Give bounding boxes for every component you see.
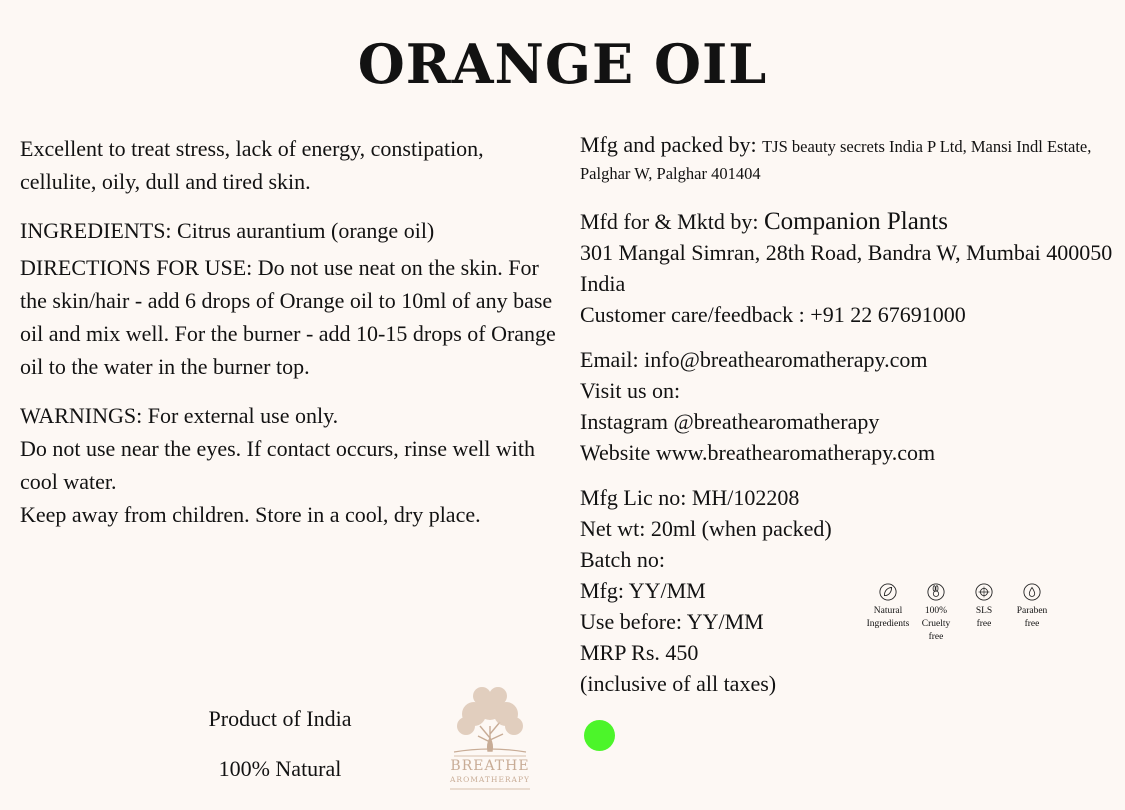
batch-number: Batch no:	[580, 547, 665, 572]
directions: DIRECTIONS FOR USE: Do not use neat on the skin. For the skin/hair - add 6 drops of Orange oil to 10ml of any base oil and mix well. For the burner - add 10-15 drops of Orange oil to the water in the burner top.	[20, 255, 556, 379]
visit-label: Visit us on:	[580, 378, 681, 403]
drop-icon	[1023, 583, 1041, 601]
description: Excellent to treat stress, lack of energy, constipation, cellulite, oily, dull and tired skin.	[20, 136, 484, 194]
manufacturer-info	[580, 132, 1120, 186]
warnings-line-3: Keep away from children. Store in a cool, dry place.	[20, 502, 481, 527]
logo-brand: BREATHE	[450, 758, 530, 774]
badge-natural: Natural Ingredients	[864, 583, 912, 644]
rabbit-icon	[927, 583, 945, 601]
sls-icon	[975, 583, 993, 601]
badge-paraben-free: Paraben free	[1008, 583, 1056, 644]
customer-care: Customer care/feedback : +91 22 67691000	[580, 302, 966, 327]
license-number: Mfg Lic no: MH/102208	[580, 485, 800, 510]
natural-claim: 100% Natural	[218, 756, 342, 781]
net-weight: Net wt: 20ml (when packed)	[580, 516, 832, 541]
website: Website www.breathearomatherapy.com	[580, 440, 936, 465]
badge-row	[864, 583, 1064, 644]
product-origin: Product of India	[208, 706, 352, 731]
address: 301 Mangal Simran, 28th Road, Bandra W, Mumbai 400050 India	[580, 240, 1113, 296]
ingredients: INGREDIENTS: Citrus aurantium (orange oil)	[20, 218, 435, 243]
mfg-date: Mfg: YY/MM	[580, 578, 706, 603]
taxes-note: (inclusive of all taxes)	[580, 671, 777, 696]
instagram: Instagram @breathearomatherapy	[580, 409, 880, 434]
left-column	[20, 132, 565, 531]
marketer-info	[580, 206, 1120, 237]
use-before: Use before: YY/MM	[580, 609, 764, 634]
warnings-line-1: WARNINGS: For external use only.	[20, 403, 339, 428]
badge-sls-free: SLS free	[960, 583, 1008, 644]
warnings-line-2: Do not use near the eyes. If contact occurs, rinse well with cool water.	[20, 436, 535, 494]
mfg-label: Mfg and packed by:	[580, 132, 757, 157]
email: Email: info@breathearomatherapy.com	[580, 347, 928, 372]
mktd-company: Companion Plants	[763, 208, 948, 235]
mfg-value: TJS beauty secrets India P Ltd, Mansi Indl Estate, Palghar W, Palghar 401404	[580, 137, 1092, 183]
mktd-label: Mfd for & Mktd by:	[580, 209, 759, 234]
badge-cruelty-free: 100% Cruelty free	[912, 583, 960, 644]
mrp: MRP Rs. 450	[580, 640, 699, 665]
status-dot	[584, 720, 615, 751]
logo-tagline: AROMATHERAPY	[450, 775, 530, 784]
product-title: ORANGE OIL	[357, 32, 768, 96]
leaf-icon	[879, 583, 897, 601]
